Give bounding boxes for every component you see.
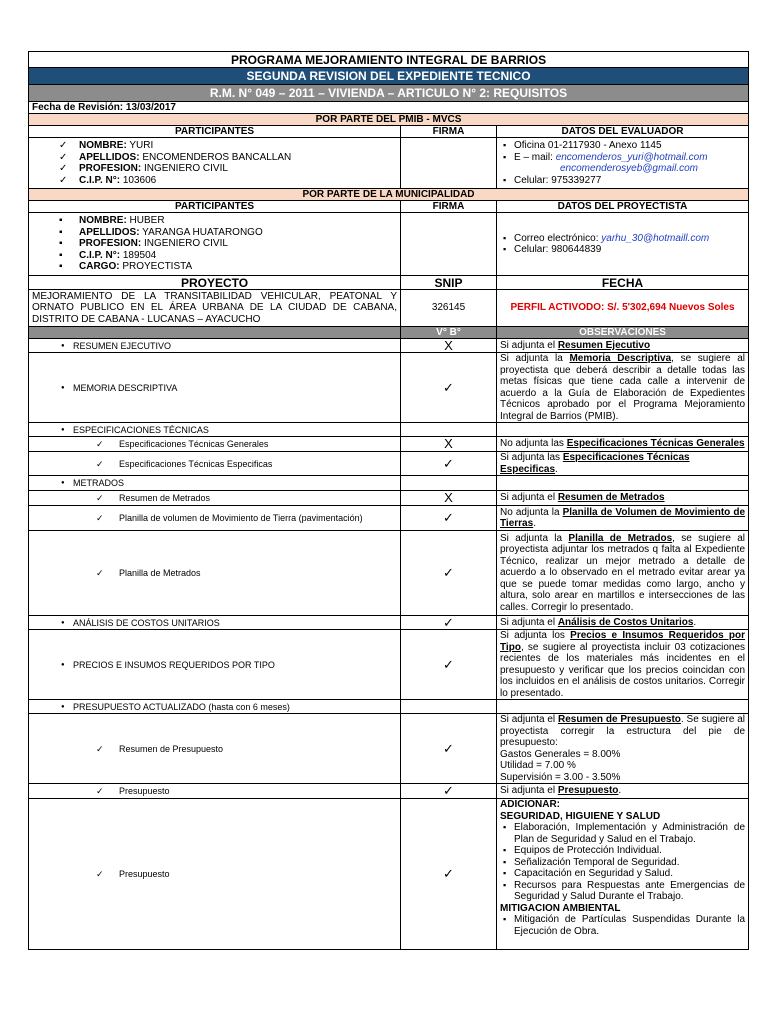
pmib-col-datos: DATOS DEL EVALUADOR [497, 126, 749, 138]
mitigacion-heading: MITIGACION AMBIENTAL [500, 902, 621, 914]
muni-cip: ▪ C.I.P. N°: 189504 [53, 250, 397, 262]
observation [497, 700, 749, 714]
vb-mark: ✓ [401, 714, 497, 784]
seguridad-item: ▪ Capacitación en Seguridad y Salud. [500, 868, 745, 880]
pmib-email: ▪ E – mail: encomenderos_yuri@hotmail.com [500, 152, 745, 164]
vb-mark: ✓ [401, 784, 497, 799]
observation: Si adjunta el Análisis de Costos Unitarios. [497, 616, 749, 630]
item-presupuesto: ✓ Presupuesto [29, 784, 401, 799]
vb-mark: ✓ [401, 630, 497, 700]
email-link-2[interactable]: encomenderosyeb@gmail.com [560, 163, 698, 174]
pmib-section-header: POR PARTE DEL PMIB - MVCS [29, 114, 749, 126]
observation [497, 423, 749, 437]
obs-blank-header [29, 327, 401, 339]
item-esp-especificas: ✓ Especificaciones Técnicas Especificas [29, 452, 401, 476]
vb-mark: ✓ [401, 616, 497, 630]
pmib-col-firma: FIRMA [401, 126, 497, 138]
pmib-celular: ▪ Celular: 975339277 [500, 175, 745, 187]
vb-mark: ✓ [401, 799, 497, 950]
h-snip: SNIP [401, 276, 497, 290]
item-presupuesto-actualizado: ● PRESUPUESTO ACTUALIZADO (hasta con 6 meses) [29, 700, 401, 714]
observation [497, 476, 749, 491]
vb-mark: ✓ [401, 452, 497, 476]
item-presupuesto-adicionar: ✓ Presupuesto [29, 799, 401, 950]
item-costos-unitarios: ● ANÁLISIS DE COSTOS UNITARIOS [29, 616, 401, 630]
item-especificaciones: ● ESPECIFICACIONES TÉCNICAS [29, 423, 401, 437]
review-table [28, 51, 749, 950]
muni-nombre: ▪ NOMBRE: HUBER [53, 215, 397, 227]
gastos-generales: Gastos Generales = 8.00% [500, 748, 621, 760]
observation: Si adjunta el Resumen Ejecutivo [497, 339, 749, 353]
project-snip: 326145 [401, 290, 497, 327]
h-proyecto: PROYECTO [29, 276, 401, 290]
document-subtitle: SEGUNDA REVISION DEL EXPEDIENTE TECNICO [29, 68, 749, 85]
muni-participant [29, 213, 401, 276]
item-resumen-presupuesto: ✓ Resumen de Presupuesto [29, 714, 401, 784]
item-memoria-descriptiva: ● MEMORIA DESCRIPTIVA [29, 353, 401, 423]
pmib-firma-cell [401, 138, 497, 189]
muni-proyectista-data [497, 213, 749, 276]
muni-firma-cell [401, 213, 497, 276]
vb-mark: ✓ [401, 506, 497, 531]
observation: No adjunta la Planilla de Volumen de Movimiento de Tierras. [497, 506, 749, 531]
muni-cargo: ▪ CARGO: PROYECTISTA [53, 261, 397, 273]
seguridad-item: ▪ Elaboración, Implementación y Administración de Plan de Seguridad y Salud en el Trabajo. [500, 822, 745, 845]
pmib-nombre: ✓ NOMBRE: YURI [53, 140, 397, 152]
vb-mark: ✓ [401, 353, 497, 423]
muni-section-header: POR PARTE DE LA MUNICIPALIDAD [29, 189, 749, 201]
seguridad-item: ▪ Equipos de Protección Individual. [500, 845, 745, 857]
pmib-participant [29, 138, 401, 189]
observation: Si adjunta el Resumen de Presupuesto. Se sugiere al proyectista corregir la estructura del pie de presupuesto: Gastos Generales = 8.00% Utilidad = 7.00 % Supervisión = 3.00 - 3.50% [497, 714, 749, 784]
muni-correo: ▪ Correo electrónico: yarhu_30@hotmaill.com [500, 233, 745, 245]
observation: Si adjunta los Precios e Insumos Requeridos por Tipo, se sugiere al proyectista incluir 03 cotizaciones recientes de los materiales más incidentes en el presupuesto y verificar que los precios coincidan con los incluidos en el análisis de costos unitarios. Corregir lo presentado. [497, 630, 749, 700]
observation: Si adjunta el Presupuesto. [497, 784, 749, 799]
rm-line: R.M. N° 049 – 2011 – VIVIENDA – ARTICULO N° 2: REQUISITOS [29, 85, 749, 102]
email-link-1[interactable]: encomenderos_yuri@hotmail.com [555, 151, 708, 163]
pmib-cip: ✓ C.I.P. N°: 103606 [53, 175, 397, 187]
supervision: Supervisión = 3.00 - 3.50% [500, 771, 621, 783]
seguridad-heading: SEGURIDAD, HIGUIENE Y SALUD [500, 810, 661, 822]
review-sheet [28, 51, 748, 950]
seguridad-item: ▪ Recursos para Respuestas ante Emergencias de Seguridad y Salud Durante el Trabajo. [500, 880, 745, 903]
seguridad-list [500, 822, 745, 903]
mitigacion-list [500, 914, 745, 937]
observation: Si adjunta el Resumen de Metrados [497, 491, 749, 506]
item-planilla-metrados: ✓ Planilla de Metrados [29, 531, 401, 616]
muni-profesion: ▪ PROFESION: INGENIERO CIVIL [53, 238, 397, 250]
item-planilla-movimiento: ✓ Planilla de volumen de Movimiento de Tierra (pavimentación) [29, 506, 401, 531]
muni-celular: ▪ Celular: 980644839 [500, 244, 745, 256]
seguridad-item: ▪ Señalización Temporal de Seguridad. [500, 857, 745, 869]
document-title: PROGRAMA MEJORAMIENTO INTEGRAL DE BARRIOS [29, 52, 749, 68]
vb-mark: ✓ [401, 531, 497, 616]
observation: Si adjunta las Especificaciones Técnicas Especificas. [497, 452, 749, 476]
vb-mark: X [401, 491, 497, 506]
h-observaciones: OBSERVACIONES [497, 327, 749, 339]
fecha-revision: Fecha de Revisión: 13/03/2017 [29, 102, 749, 114]
pmib-profesion: ✓ PROFESION: INGENIERO CIVIL [53, 163, 397, 175]
observation: No adjunta las Especificaciones Técnicas Generales [497, 437, 749, 452]
observation: Si adjunta la Memoria Descriptiva, se sugiere al proyectista que deberá describir a detalle todas las metas físicas que tiene cada calle a intervenir de acuerdo a la Guía de Elaboración de Expedientes Técnicos aprobado por el Programa Mejoramiento Integral de Barrios (PMIB). [497, 353, 749, 423]
item-precios-insumos: ● PRECIOS E INSUMOS REQUERIDOS POR TIPO [29, 630, 401, 700]
h-vb: V° B° [401, 327, 497, 339]
pmib-evaluador-data [497, 138, 749, 189]
observation-adicionar [497, 799, 749, 950]
vb-mark [401, 476, 497, 491]
pmib-col-participantes: PARTICIPANTES [29, 126, 401, 138]
email-link-3[interactable]: yarhu_30@hotmaill.com [601, 232, 710, 244]
pmib-apellidos: ✓ APELLIDOS: ENCOMENDEROS BANCALLAN [53, 152, 397, 164]
muni-col-participantes: PARTICIPANTES [29, 201, 401, 213]
item-esp-generales: ✓ Especificaciones Técnicas Generales [29, 437, 401, 452]
vb-mark: X [401, 339, 497, 353]
item-resumen-ejecutivo: ● RESUMEN EJECUTIVO [29, 339, 401, 353]
pmib-email-2 [500, 163, 745, 175]
vb-mark [401, 423, 497, 437]
muni-col-datos: DATOS DEL PROYECTISTA [497, 201, 749, 213]
item-resumen-metrados: ✓ Resumen de Metrados [29, 491, 401, 506]
utilidad: Utilidad = 7.00 % [500, 760, 576, 771]
mitigacion-item: ▪ Mitigación de Partículas Suspendidas Durante la Ejecución de Obra. [500, 914, 745, 937]
project-perfil: PERFIL ACTIVODO: S/. 5'302,694 Nuevos Soles [497, 290, 749, 327]
item-metrados: ● METRADOS [29, 476, 401, 491]
pmib-oficina: ▪ Oficina 01-2117930 - Anexo 1145 [500, 140, 745, 152]
observation: Si adjunta la Planilla de Metrados, se sugiere al proyectista adjuntar los metrados q falta al Expediente Técnico, realizar un mejor metrado a detalle de acuerdo a lo observado en el metrado evitar arear ya que se puede tomar medidas como largo, ancho y altura, solo arear en martillos e intersecciones de las calles. Corregir lo presentado. [497, 531, 749, 616]
muni-apellidos: ▪ APELLIDOS: YARANGA HUATARONGO [53, 227, 397, 239]
project-name: MEJORAMIENTO DE LA TRANSITABILIDAD VEHICULAR, PEATONAL Y ORNATO PUBLICO EN EL ÁREA URBANA DE LA CIUDAD DE CABANA, DISTRITO DE CABANA - LUCANAS – AYACUCHO [29, 290, 401, 327]
adicionar-heading: ADICIONAR: [500, 799, 560, 810]
vb-mark: X [401, 437, 497, 452]
vb-mark [401, 700, 497, 714]
h-fecha: FECHA [497, 276, 749, 290]
muni-col-firma: FIRMA [401, 201, 497, 213]
